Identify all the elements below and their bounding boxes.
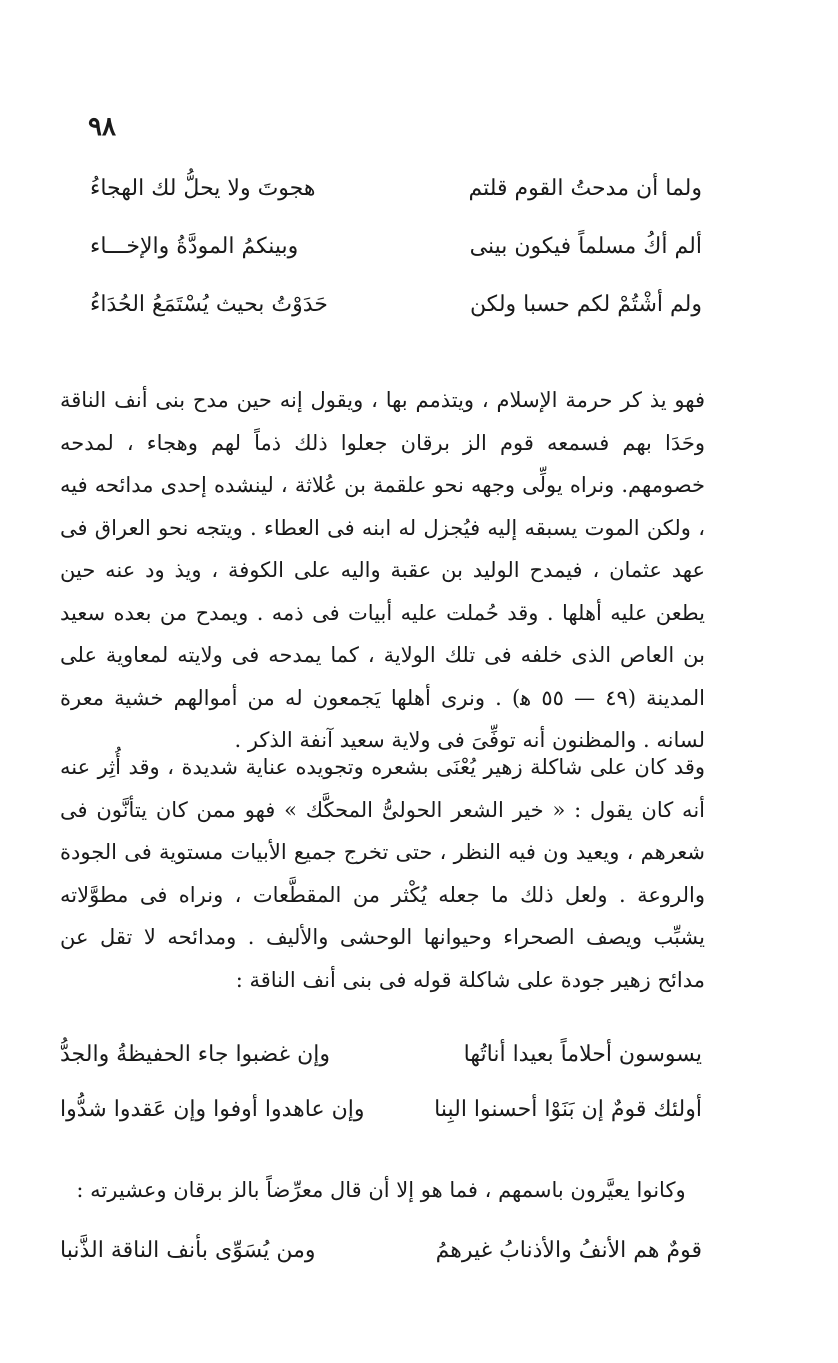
verse-first-hemistich: ولما أن مدحتُ القوم قلتم: [468, 176, 702, 201]
paragraph: وقد كان على شاكلة زهير يُعْنَى بشعره وتجويده عناية شديدة ، وقد أُثِر عنه أنه كان يقول : « خير الشعر الحولىُّ المحكَّك » فهو ممن كان يتأنَّون فى شعرهم ، ويعيد ون فيه النظر ، حتى تخرج جميع الأبيات مستوية فى الجودة والروعة . ولعل ذلك ما جعله يُكْثر من المقطَّعات ، ونراه فى مطوَّلاته يشبِّب ويصف الصحراء وحيوانها الوحشى والأليف . ومدائحه لا تقل عن مدائح زهير جودة على شاكلة قوله فى بنى أنف الناقة :: [60, 755, 705, 992]
verse-line: [60, 160, 702, 218]
verse-first-hemistich: ولم أشْتُمْ لكم حسبا ولكن: [469, 292, 702, 317]
verse-first-hemistich: ألم أكُ مسلماً فيكون بينى: [469, 234, 702, 259]
verse-first-hemistich: يسوسون أحلاماً بعيدا أناتُها: [463, 1042, 702, 1067]
verse-first-hemistich: أولئك قومٌ إن بَنَوْا أحسنوا البِنا: [434, 1097, 702, 1122]
verse-second-hemistich: هجوتَ ولا يحلُّ لك الهجاءُ: [90, 176, 316, 201]
verse-line: [60, 1082, 702, 1137]
verse-line: [60, 218, 702, 276]
verse-second-hemistich: وإن غضبوا جاء الحفيظةُ والجدُّ: [60, 1042, 331, 1067]
verse-line: [60, 1027, 702, 1082]
verse-line: [60, 276, 702, 334]
verse-second-hemistich: وبينكمُ المودَّةُ والإخـــاء: [90, 234, 299, 259]
verse-block-2: [60, 1027, 702, 1137]
verse-block-3: [60, 1222, 702, 1280]
paragraph: فهو يذ كر حرمة الإسلام ، ويتذمم بها ، ويقول إنه حين مدح بنى أنف الناقة وحَدَا بهم فسمعه قوم الز برقان جعلوا ذلك ذماً لهم وهجاء ، لمدحه خصومهم. ونراه يولِّى وجهه نحو علقمة بن عُلاثة ، لينشده إحدى مدائحه فيه ، ولكن الموت يسبقه إليه فيُجزل له ابنه فى العطاء . ويتجه نحو العراق فى عهد عثمان ، فيمدح الوليد بن عقبة واليه على الكوفة ، ويذ ود عنه حين يطعن عليه أهلها . وقد حُملت عليه أبيات فى ذمه . ويمدح من بعده سعيد بن العاص الذى خلفه فى تلك الولاية ، كما يمدحه فى ولايته لمعاوية على المدينة (٤٩ — ٥٥ ﻫ) . ونرى أهلها يَجمعون له من أموالهم خشية معرة لسانه . والمظنون أنه توفِّىَ فى ولاية سعيد آنفة الذكر .: [60, 388, 705, 752]
verse-second-hemistich: حَدَوْتُ بحيث يُسْتَمَعُ الحُدَاءُ: [90, 292, 328, 317]
verse-line: [60, 1222, 702, 1280]
page-number: ٩٨: [88, 112, 116, 142]
verse-second-hemistich: وإن عاهدوا أوفوا وإن عَقدوا شدُّوا: [60, 1097, 365, 1122]
verse-second-hemistich: ومن يُسَوِّى بأنف الناقة الذَّنبا: [60, 1238, 316, 1263]
verse-first-hemistich: قومٌ هم الأنفُ والأذنابُ غيرهمُ: [435, 1238, 702, 1263]
verse-block-1: [60, 160, 702, 334]
verse-intro-line: وكانوا يعيَّرون باسمهم ، فما هو إلا أن قال معرِّضاً بالز برقان وعشيرته :: [76, 1178, 686, 1202]
